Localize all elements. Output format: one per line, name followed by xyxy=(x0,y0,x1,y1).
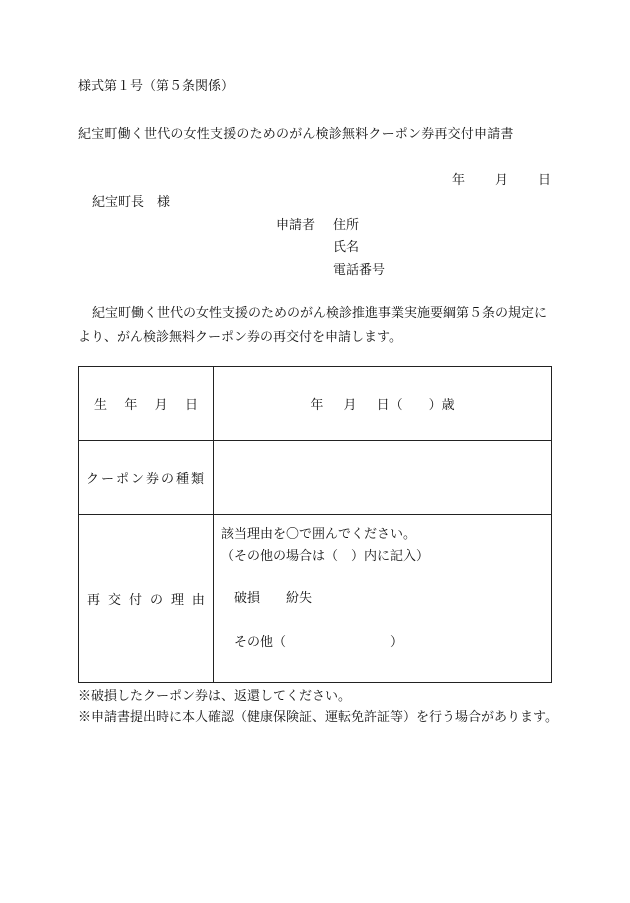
applicant-name-label: 氏名 xyxy=(333,240,360,255)
note-return-damaged: ※破損したクーポン券は、返還してください。 xyxy=(78,689,352,704)
birthdate-label: 生 年 月 日 xyxy=(94,398,198,413)
note-identity-check: ※申請書提出時に本人確認（健康保険証、運転免許証等）を行う場合があります。 xyxy=(78,710,558,725)
reason-label-cell xyxy=(79,515,214,683)
reason-options[interactable]: 破損 紛失 xyxy=(234,591,313,606)
date-day: 日 xyxy=(538,173,552,188)
date-line xyxy=(452,174,551,187)
date-year: 年 xyxy=(452,173,466,188)
birth-year: 年 xyxy=(310,398,324,413)
reason-other-note: （その他の場合は（ ）内に記入） xyxy=(221,549,430,564)
applicant-phone-label: 電話番号 xyxy=(333,263,386,278)
coupon-type-row xyxy=(79,441,552,515)
birthdate-field[interactable] xyxy=(214,367,552,441)
applicant-label: 申請者 xyxy=(276,218,316,233)
notes xyxy=(78,686,558,728)
date-month: 月 xyxy=(495,173,509,188)
coupon-type-field[interactable] xyxy=(214,441,552,515)
birth-month: 月 xyxy=(343,398,357,413)
reason-label: 再 交 付 の 理 由 xyxy=(87,593,205,608)
birth-day-age: 日（ ）歳 xyxy=(376,398,455,413)
form-number: 様式第１号（第５条関係） xyxy=(78,79,235,94)
reason-instruction: 該当理由を〇で囲んでください。 xyxy=(221,527,417,542)
birthdate-row xyxy=(79,367,552,441)
body-text: 紀宝町働く世代の女性支援のためのがん検診推進事業実施要綱第５条の規定により、がん検診無料クーポン券の再交付を申請します。 xyxy=(78,306,548,345)
applicant-address-label: 住所 xyxy=(333,218,360,233)
application-table xyxy=(78,366,552,683)
coupon-type-label: クーポン券の種類 xyxy=(79,441,214,515)
birthdate-label-cell xyxy=(79,367,214,441)
page-title: 紀宝町働く世代の女性支援のためのがん検診無料クーポン券再交付申請書 xyxy=(78,127,514,142)
reason-other-input[interactable]: その他（ ） xyxy=(234,635,404,650)
addressee: 紀宝町長 様 xyxy=(92,195,171,210)
reason-row xyxy=(79,515,552,683)
reason-field[interactable] xyxy=(214,515,552,683)
